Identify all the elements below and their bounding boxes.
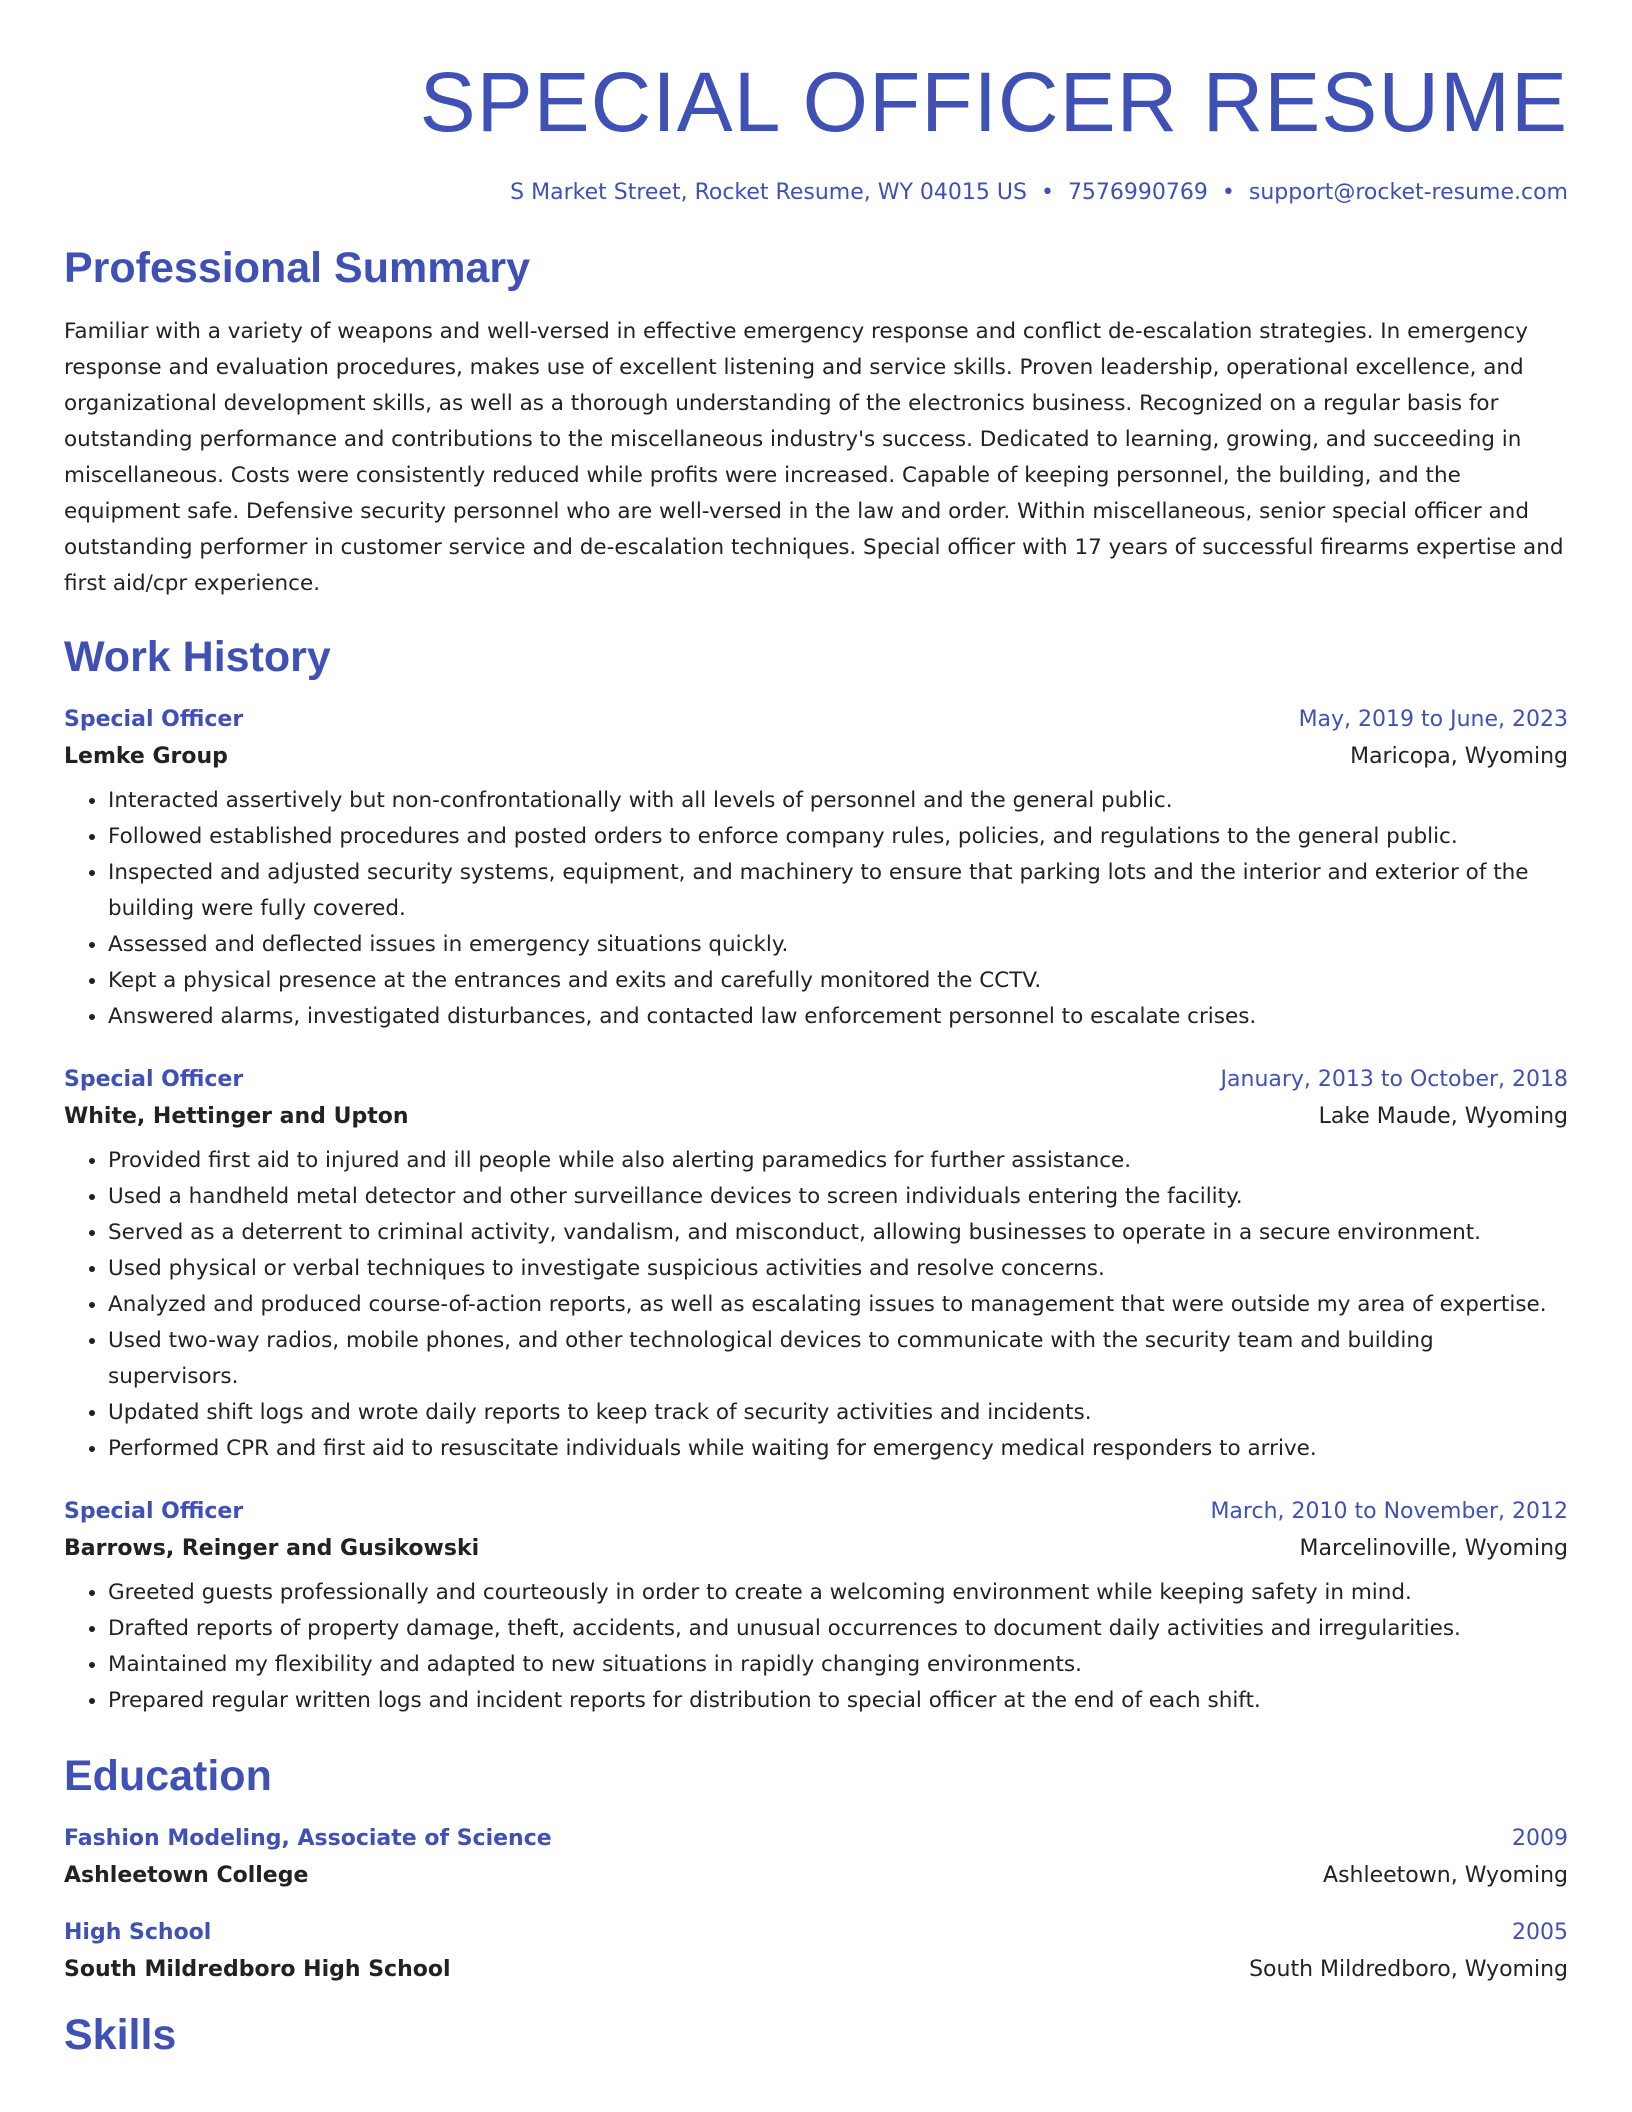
job-bullets — [64, 1575, 1568, 1719]
education-degree: High School — [64, 1920, 212, 1945]
job-bullet: • Answered alarms, investigated disturbances, and contacted law enforcement personnel to escalate crises. — [108, 999, 1568, 1035]
work-history-list — [64, 707, 1568, 1719]
education-location: South Mildredboro, Wyoming — [1249, 1957, 1568, 1982]
job-dates: March, 2010 to November, 2012 — [1210, 1499, 1568, 1524]
education-list — [64, 1826, 1568, 1982]
job-position: Special Officer — [64, 1499, 244, 1524]
job-bullet: • Used a handheld metal detector and other surveillance devices to screen individuals entering the facility. — [108, 1179, 1568, 1215]
job-dates: May, 2019 to June, 2023 — [1298, 707, 1568, 732]
education-heading: Education — [64, 1752, 272, 1800]
job-bullet: • Performed CPR and first aid to resuscitate individuals while waiting for emergency medical responders to arrive. — [108, 1431, 1568, 1467]
resume-page — [64, 0, 1568, 2057]
job-location: Maricopa, Wyoming — [1350, 744, 1568, 769]
education-year: 2009 — [1512, 1826, 1568, 1851]
job-bullets — [64, 1143, 1568, 1467]
job-bullet: • Drafted reports of property damage, theft, accidents, and unusual occurrences to document daily activities and irregularities. — [108, 1611, 1568, 1647]
job-location: Lake Maude, Wyoming — [1318, 1104, 1568, 1129]
job-company: Lemke Group — [64, 744, 228, 769]
job-bullet: • Kept a physical presence at the entrances and exits and carefully monitored the CCTV. — [108, 963, 1568, 999]
education-entry — [64, 1920, 1568, 1982]
resume-title: SPECIAL OFFICER RESUME — [419, 55, 1568, 149]
contact-address: S Market Street, Rocket Resume, WY 04015 US — [510, 180, 1027, 205]
job-entry — [64, 1067, 1568, 1467]
job-dates: January, 2013 to October, 2018 — [1220, 1067, 1568, 1092]
job-bullet: • Provided first aid to injured and ill people while also alerting paramedics for further assistance. — [108, 1143, 1568, 1179]
education-year: 2005 — [1512, 1920, 1568, 1945]
job-location: Marcelinoville, Wyoming — [1299, 1536, 1568, 1561]
contact-email: support@rocket-resume.com — [1248, 180, 1568, 205]
job-bullet: • Inspected and adjusted security systems, equipment, and machinery to ensure that parking lots and the interior and exterior of the building were fully covered. — [108, 855, 1568, 927]
job-bullet: • Used two-way radios, mobile phones, and other technological devices to communicate with the security team and building supervisors. — [108, 1323, 1568, 1395]
education-entry — [64, 1826, 1568, 1888]
job-bullet: • Analyzed and produced course-of-action reports, as well as escalating issues to management that were outside my area of expertise. — [108, 1287, 1568, 1323]
job-bullet: • Followed established procedures and posted orders to enforce company rules, policies, and regulations to the general public. — [108, 819, 1568, 855]
job-bullet: • Maintained my flexibility and adapted to new situations in rapidly changing environments. — [108, 1647, 1568, 1683]
summary-text: Familiar with a variety of weapons and well-versed in effective emergency response and conflict de-escalation strategies. In emergency response and evaluation procedures, makes use of excellent listening and service skills. Proven leadership, operational excellence, and organizational development skills, as well as a thorough understanding of the electronics business. Recognized on a regular basis for outstanding performance and contributions to the miscellaneous industry's success. Dedicated to learning, growing, and succeeding in miscellaneous. Costs were consistently reduced while profits were increased. Capable of keeping personnel, the building, and the equipment safe. Defensive security personnel who are well-versed in the law and order. Within miscellaneous, senior special officer and outstanding performer in customer service and de-escalation techniques. Special officer with 17 years of successful firearms expertise and first aid/cpr experience. — [64, 319, 1564, 596]
job-position: Special Officer — [64, 1067, 244, 1092]
skills-heading: Skills — [64, 2011, 177, 2059]
job-bullet: • Interacted assertively but non-confrontationally with all levels of personnel and the general public. — [108, 783, 1568, 819]
job-bullet: • Updated shift logs and wrote daily reports to keep track of security activities and incidents. — [108, 1395, 1568, 1431]
job-company: White, Hettinger and Upton — [64, 1104, 409, 1129]
contact-separator: • — [1040, 180, 1054, 205]
job-company: Barrows, Reinger and Gusikowski — [64, 1536, 480, 1561]
job-bullets — [64, 783, 1568, 1035]
contact-phone: 7576990769 — [1067, 180, 1208, 205]
contact-line — [64, 180, 1568, 205]
job-bullet: • Served as a deterrent to criminal activity, vandalism, and misconduct, allowing businesses to operate in a secure environment. — [108, 1215, 1568, 1251]
job-bullet: • Greeted guests professionally and courteously in order to create a welcoming environment while keeping safety in mind. — [108, 1575, 1568, 1611]
education-school: Ashleetown College — [64, 1863, 309, 1888]
education-school: South Mildredboro High School — [64, 1957, 451, 1982]
job-bullet: • Prepared regular written logs and incident reports for distribution to special officer at the end of each shift. — [108, 1683, 1568, 1719]
job-position: Special Officer — [64, 707, 244, 732]
education-location: Ashleetown, Wyoming — [1323, 1863, 1568, 1888]
job-entry — [64, 1499, 1568, 1719]
job-bullet: • Assessed and deflected issues in emergency situations quickly. — [108, 927, 1568, 963]
job-entry — [64, 707, 1568, 1035]
summary-heading: Professional Summary — [64, 244, 531, 292]
job-bullet: • Used physical or verbal techniques to investigate suspicious activities and resolve concerns. — [108, 1251, 1568, 1287]
education-degree: Fashion Modeling, Associate of Science — [64, 1826, 552, 1851]
work-history-heading: Work History — [64, 633, 331, 681]
contact-separator: • — [1221, 180, 1235, 205]
